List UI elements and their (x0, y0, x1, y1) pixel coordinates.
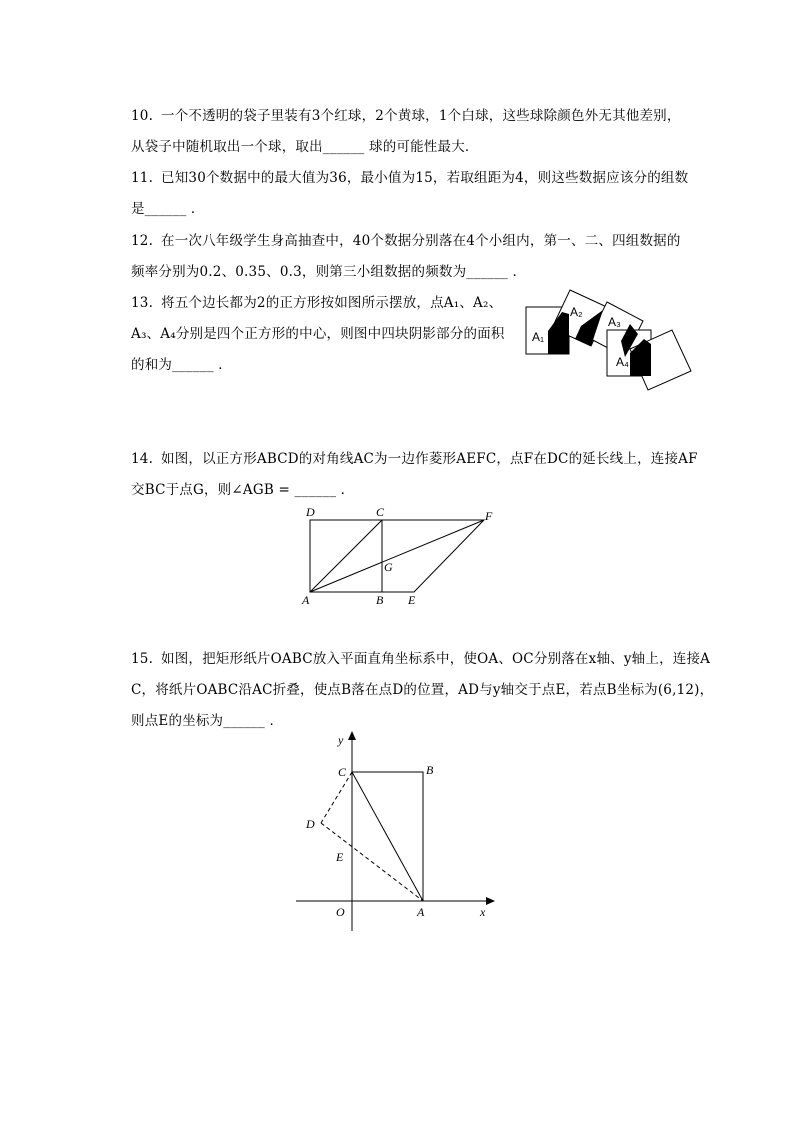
problem-13-line-2: A₃、A₄分别是四个正方形的中心，则图中四块阴影部分的面积 (131, 326, 505, 342)
segment-AF (310, 520, 484, 592)
problem-13-line-3: 的和为______ ． (131, 357, 232, 373)
problem-number: 13. (131, 295, 154, 311)
problem-13-line-1 (131, 291, 502, 311)
problem-14-line-2: 交BC于点G，则∠AGB = ______ ． (131, 482, 355, 498)
label-B: B (376, 593, 384, 607)
label-B: B (426, 763, 434, 777)
x-axis-arrow (486, 897, 495, 905)
problem-15-line-3: 则点E的坐标为______ ． (131, 713, 284, 729)
problem-14-figure (296, 500, 516, 612)
problem-number: 11. (131, 170, 154, 186)
label-O: O (336, 905, 345, 919)
y-axis-arrow (348, 731, 356, 740)
problem-15-figure (290, 726, 510, 936)
problem-11-line-1 (131, 166, 688, 186)
label-A3: A₃ (608, 315, 621, 329)
problem-10-line-2: 从袋子中随机取出一个球，取出______ 球的可能性最大． (131, 139, 479, 155)
label-A2: A₂ (570, 305, 583, 319)
problem-12-line-2: 频率分别为0.2、0.35、0.3，则第三小组数据的频数为______ ． (131, 264, 527, 280)
label-F: F (485, 509, 493, 523)
problem-number: 14. (131, 451, 154, 467)
problem-number: 12. (131, 233, 154, 249)
label-E: E (408, 593, 416, 607)
label-E: E (336, 850, 344, 864)
problem-12-line-1 (131, 229, 681, 249)
problem-text: 如图，把矩形纸片OABC放入平面直角坐标系中，使OA、OC分别落在x轴、y轴上，连接A (161, 651, 711, 667)
label-C: C (376, 505, 385, 519)
problem-13-figure (520, 286, 700, 394)
label-A1: A₁ (532, 330, 545, 344)
label-D: D (306, 817, 315, 831)
label-A: A (302, 593, 310, 607)
label-x: x (480, 905, 486, 919)
problem-text: 一个不透明的袋子里装有3个红球，2个黄球，1个白球，这些球除颜色外无其他差别， (161, 108, 681, 124)
problem-11-line-2: 是______ ． (131, 201, 205, 217)
problem-text: 将五个边长都为2的正方形按如图所示摆放，点A₁、A₂、 (161, 295, 503, 311)
label-y: y (338, 733, 344, 747)
problem-number: 15. (131, 651, 154, 667)
problem-text: 已知30个数据中的最大值为36，最小值为15，若取组距为4，则这些数据应该分的组数 (161, 170, 689, 186)
diagonal-AC (310, 520, 382, 592)
problem-number: 10. (131, 108, 154, 124)
problem-14-line-1 (131, 447, 698, 467)
problem-15-line-2: C，将纸片OABC沿AC折叠，使点B落在点D的位置，AD与y轴交于点E，若点B坐标为(6,12)， (131, 682, 714, 698)
fold-line-AC (352, 772, 423, 901)
dashed-CD (321, 772, 352, 823)
label-D: D (306, 505, 315, 519)
label-C: C (338, 765, 347, 779)
label-A: A (417, 905, 425, 919)
label-G: G (384, 560, 393, 574)
problem-text: 在一次八年级学生身高抽查中，40个数据分别落在4个小组内，第一、二、四组数据的 (161, 233, 681, 249)
problem-10-line-1 (131, 104, 681, 124)
problem-15-line-1 (131, 647, 710, 667)
label-A4: A₄ (616, 355, 629, 369)
problem-text: 如图，以正方形ABCD的对角线AC为一边作菱形AEFC，点F在DC的延长线上，连接AF (161, 451, 698, 467)
